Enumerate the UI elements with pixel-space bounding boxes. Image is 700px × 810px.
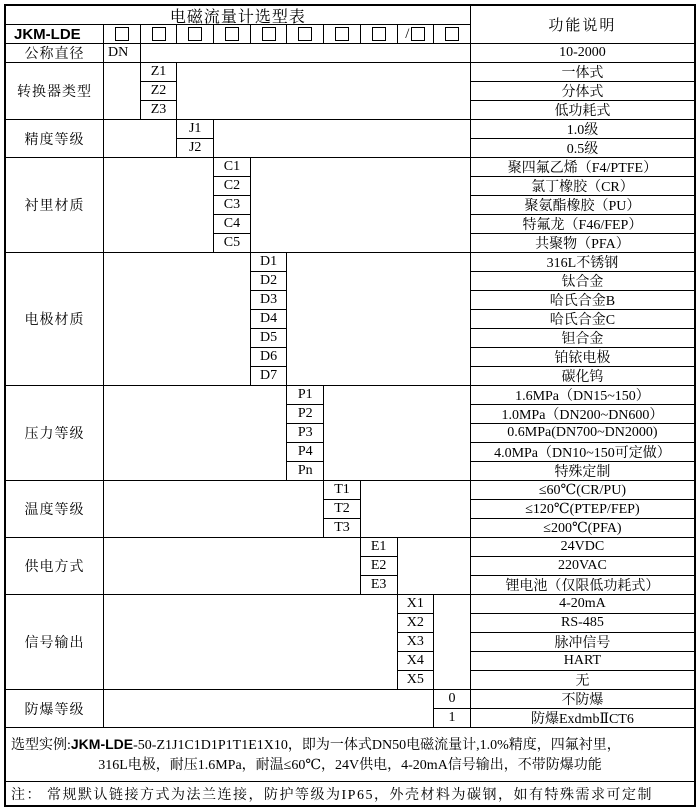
desc-cell: 碳化钨 (471, 367, 694, 386)
desc-cell: 316L不锈钢 (471, 253, 694, 272)
desc-cell: RS-485 (471, 614, 694, 633)
desc-cell: 24VDC (471, 538, 694, 557)
code-cell: J2 (177, 139, 214, 158)
code-cell: J1 (177, 120, 214, 139)
code-cell: C3 (214, 196, 251, 215)
option-checkbox[interactable] (445, 27, 459, 41)
spacer-cell (104, 538, 361, 595)
code-cell: D7 (251, 367, 288, 386)
spacer-cell (104, 595, 398, 690)
spacer-cell (104, 386, 287, 481)
desc-cell: 10-2000 (471, 44, 694, 63)
spacer-cell (104, 253, 251, 386)
selection-table (4, 4, 696, 807)
category-label: 转换器类型 (6, 63, 104, 120)
code-cell: P2 (287, 405, 324, 424)
desc-cell: 4-20mA (471, 595, 694, 614)
code-cell: D1 (251, 253, 288, 272)
code-cell: C1 (214, 158, 251, 177)
spacer-cell (361, 481, 471, 538)
spacer-cell (104, 481, 324, 538)
option-checkbox[interactable] (225, 27, 239, 41)
code-cell: D5 (251, 329, 288, 348)
desc-cell: 0.6MPa(DN700~DN2000) (471, 424, 694, 443)
spacer-cell (214, 120, 471, 158)
desc-cell: 0.5级 (471, 139, 694, 158)
category-label: 防爆等级 (6, 690, 104, 728)
spacer-cell (324, 386, 471, 481)
code-cell: E2 (361, 557, 398, 576)
checkbox-cell (141, 25, 178, 44)
code-cell: X2 (398, 614, 435, 633)
option-checkbox[interactable] (262, 27, 276, 41)
desc-cell: 无 (471, 671, 694, 690)
option-checkbox[interactable] (152, 27, 166, 41)
example-prefix: 选型实例: (11, 737, 71, 753)
checkbox-cell-slash (398, 25, 435, 44)
category-label: 供电方式 (6, 538, 104, 595)
spacer-cell (177, 63, 471, 120)
desc-cell: ≤60℃(CR/PU) (471, 481, 694, 500)
code-cell: D4 (251, 310, 288, 329)
spacer-cell (104, 158, 214, 253)
desc-cell: ≤120℃(PTEP/FEP) (471, 500, 694, 519)
spacer-cell (104, 120, 177, 158)
desc-cell: 低功耗式 (471, 101, 694, 120)
desc-cell: 钽合金 (471, 329, 694, 348)
option-checkbox[interactable] (411, 27, 425, 41)
desc-cell: 哈氏合金B (471, 291, 694, 310)
checkbox-cell (104, 25, 141, 44)
example-line-1 (6, 734, 694, 756)
code-cell: X5 (398, 671, 435, 690)
option-checkbox[interactable] (188, 27, 202, 41)
code-cell: D3 (251, 291, 288, 310)
code-cell: D6 (251, 348, 288, 367)
desc-cell: 分体式 (471, 82, 694, 101)
desc-cell: 220VAC (471, 557, 694, 576)
code-cell: X1 (398, 595, 435, 614)
code-cell: 1 (434, 709, 471, 728)
category-label: 压力等级 (6, 386, 104, 481)
code-cell: X4 (398, 652, 435, 671)
code-cell: Z3 (141, 101, 178, 120)
checkbox-cell (214, 25, 251, 44)
code-cell: DN (104, 44, 141, 63)
selection-grid (6, 6, 694, 728)
desc-cell: 不防爆 (471, 690, 694, 709)
spacer-cell (104, 690, 434, 728)
desc-cell: 1.6MPa（DN15~150） (471, 386, 694, 405)
code-cell: D2 (251, 272, 288, 291)
spacer-cell (104, 63, 141, 120)
code-cell: T2 (324, 500, 361, 519)
desc-cell: 特殊定制 (471, 462, 694, 481)
desc-cell: 锂电池（仅限低功耗式） (471, 576, 694, 595)
code-cell: 0 (434, 690, 471, 709)
code-cell: E3 (361, 576, 398, 595)
checkbox-cell (324, 25, 361, 44)
model-code: JKM-LDE (6, 25, 104, 44)
category-label: 衬里材质 (6, 158, 104, 253)
category-label: 电极材质 (6, 253, 104, 386)
desc-cell: 共聚物（PFA） (471, 234, 694, 253)
checkbox-cell (287, 25, 324, 44)
code-cell: X3 (398, 633, 435, 652)
desc-cell: ≤200℃(PFA) (471, 519, 694, 538)
code-cell: P1 (287, 386, 324, 405)
spacer-cell (141, 44, 471, 63)
code-cell: C2 (214, 177, 251, 196)
slash-separator: / (405, 25, 410, 42)
code-cell: C5 (214, 234, 251, 253)
option-checkbox[interactable] (115, 27, 129, 41)
option-checkbox[interactable] (298, 27, 312, 41)
checkbox-cell (434, 25, 471, 44)
code-cell: Pn (287, 462, 324, 481)
desc-cell: 1.0MPa（DN200~DN600） (471, 405, 694, 424)
checkbox-cell (251, 25, 288, 44)
checkbox-cell (177, 25, 214, 44)
desc-cell: 防爆ExdmbⅡCT6 (471, 709, 694, 728)
category-label: 精度等级 (6, 120, 104, 158)
selection-example-note (6, 728, 694, 782)
code-cell: C4 (214, 215, 251, 234)
example-rest: -50-Z1J1C1D1P1T1E1X10，即为一体式DN50电磁流量计,1.0%精度，四氟衬里， (133, 737, 621, 753)
spacer-cell (398, 538, 471, 595)
category-label: 温度等级 (6, 481, 104, 538)
code-cell: T1 (324, 481, 361, 500)
footer-note: 注： 常规默认链接方式为法兰连接，防护等级为IP65，外壳材料为碳钢，如有特殊需求可定制 (11, 787, 653, 803)
code-cell: P3 (287, 424, 324, 443)
code-cell: E1 (361, 538, 398, 557)
desc-cell: 1.0级 (471, 120, 694, 139)
code-cell: P4 (287, 443, 324, 462)
desc-cell: 聚氨酯橡胶（PU） (471, 196, 694, 215)
desc-cell: 钛合金 (471, 272, 694, 291)
code-cell: T3 (324, 519, 361, 538)
desc-cell: HART (471, 652, 694, 671)
option-checkbox[interactable] (335, 27, 349, 41)
desc-cell: 脉冲信号 (471, 633, 694, 652)
desc-cell: 聚四氟乙烯（F4/PTFE） (471, 158, 694, 177)
table-title: 电磁流量计选型表 (6, 6, 471, 25)
code-cell: Z1 (141, 63, 178, 82)
code-cell: Z2 (141, 82, 178, 101)
example-model-code: JKM-LDE (70, 735, 134, 752)
desc-cell: 氯丁橡胶（CR） (471, 177, 694, 196)
option-checkbox[interactable] (372, 27, 386, 41)
checkbox-cell (361, 25, 398, 44)
spacer-cell (251, 158, 471, 253)
desc-cell: 铂铱电极 (471, 348, 694, 367)
category-label: 信号输出 (6, 595, 104, 690)
desc-cell: 4.0MPa（DN10~150可定做） (471, 443, 694, 462)
function-desc-header: 功能说明 (471, 6, 694, 44)
example-line-2: 316L电极，耐压1.6MPa，耐温≤60℃，24V供电，4-20mA信号输出，不带防爆功能 (98, 757, 602, 773)
spacer-cell (434, 595, 471, 690)
desc-cell: 一体式 (471, 63, 694, 82)
desc-cell: 特氟龙（F46/FEP） (471, 215, 694, 234)
category-label: 公称直径 (6, 44, 104, 63)
spacer-cell (287, 253, 470, 386)
desc-cell: 哈氏合金C (471, 310, 694, 329)
